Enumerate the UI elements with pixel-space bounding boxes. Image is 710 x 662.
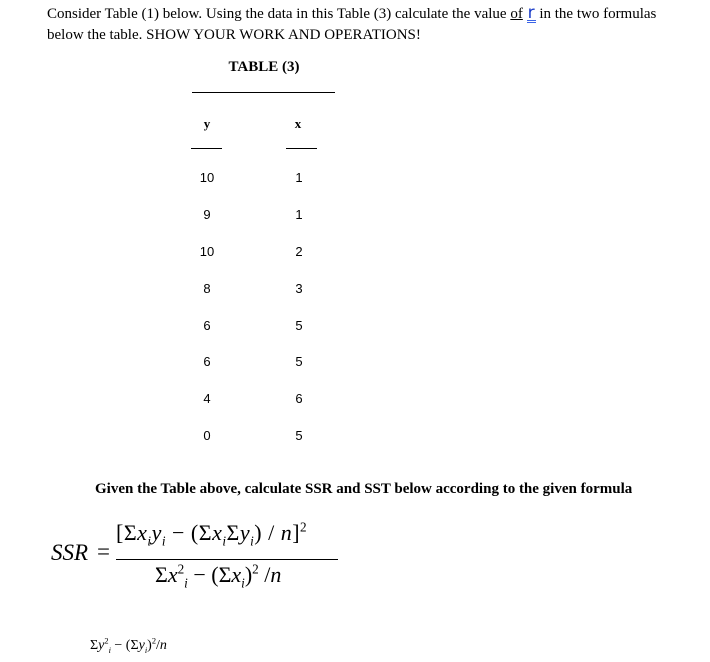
table-cell-y: 6 [203,318,211,333]
given-instruction: Given the Table above, calculate SSR and SST below according to the given formula [95,481,633,497]
table-cell-y: 10 [199,244,215,259]
ssr-numerator: $[\Sigma x_iy_i - (\Sigma x_i\Sigma y_i) / n]^2$ [116,519,308,549]
column-header-x: x [294,116,302,131]
ssr-label: SSR [51,540,89,565]
column-rule-x [286,148,317,149]
table-cell-y: 10 [199,170,215,185]
table-cell-y: 9 [203,207,211,222]
ssr-denominator: $\Sigma x^2_i - (\Sigma x_i)^2$ /n [155,561,282,591]
equals-sign: = [97,539,110,564]
column-header-y: y [203,116,211,131]
table-cell-y: 4 [203,391,211,406]
table-cell-x: 5 [295,428,303,443]
table-cell-x: 1 [295,207,303,222]
instructions-text-2: in the two formulas below the table. SHOW YOUR WORK AND OPERATIONS! [47,6,657,43]
table-cell-y: 6 [203,354,211,369]
table-cell-y: 8 [203,281,211,296]
table-cell-x: 6 [295,391,303,406]
column-rule-y [191,148,222,149]
table-cell-x: 5 [295,318,303,333]
table-cell-x: 5 [295,354,303,369]
sst-formula: $\Sigma y^2_i - (\Sigma y_i)^2/n$ [90,636,167,655]
table-cell-y: 0 [203,428,211,443]
table-cell-x: 1 [295,170,303,185]
table-cell-x: 2 [295,244,303,259]
table-title: TABLE (3) [228,59,300,75]
r-variable: r [527,3,535,23]
fraction-bar [116,559,338,560]
table-top-rule [192,92,335,93]
of-link-text: of [510,6,523,22]
instructions-paragraph [47,4,687,46]
table-cell-x: 3 [295,281,303,296]
instructions-text-1: Consider Table (1) below. Using the data in this Table (3) calculate the value [47,6,511,22]
